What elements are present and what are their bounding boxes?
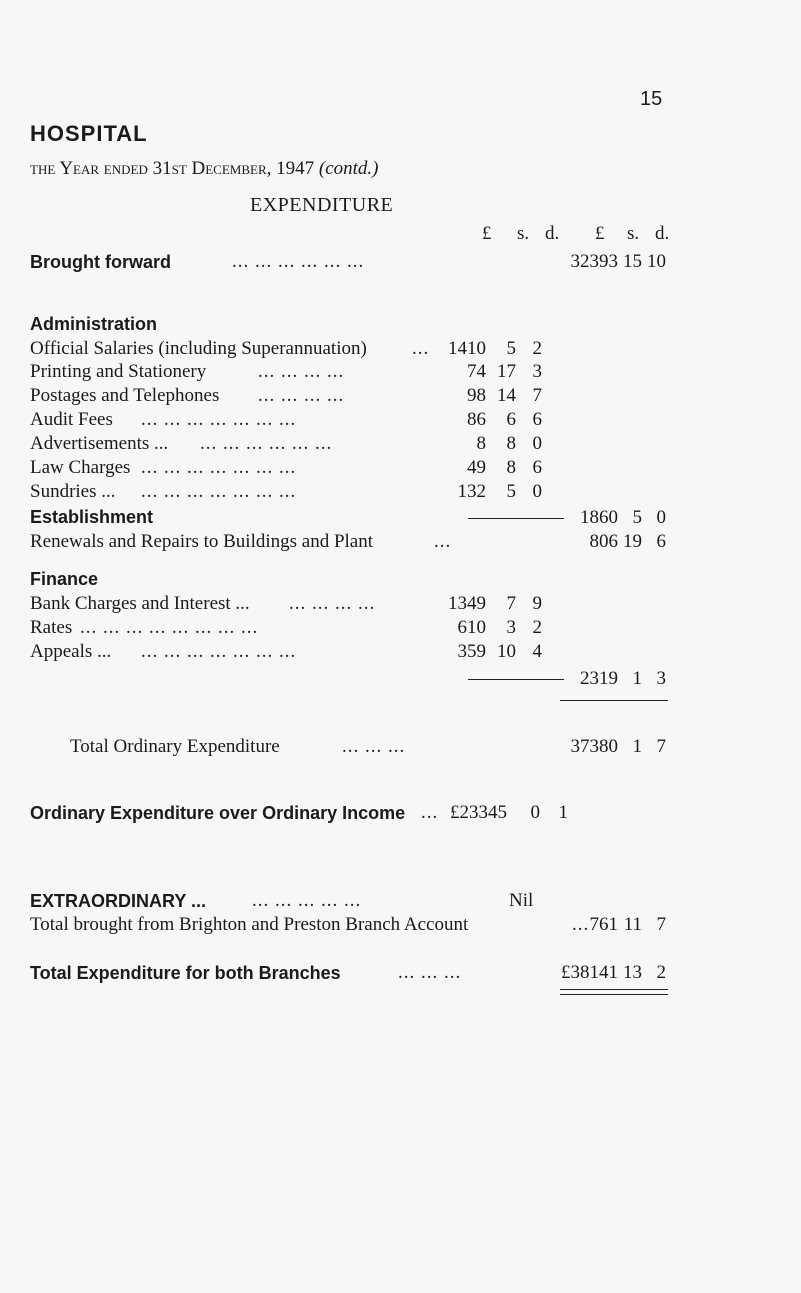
item-shillings: 7 <box>506 593 516 614</box>
item-pounds: 98 <box>467 385 486 406</box>
item-label: Bank Charges and Interest ... <box>30 593 250 614</box>
item-pence: 0 <box>532 481 542 502</box>
item-pounds: 74 <box>467 361 486 382</box>
administration-total-pence: 0 <box>656 507 666 528</box>
leader-dots: ... ... ... ... ... ... ... <box>141 409 297 430</box>
leader-dots: ... ... ... ... ... ... ... <box>141 641 297 662</box>
establishment-item-label: Renewals and Repairs to Buildings and Plant <box>30 531 374 552</box>
ordinary-over-income-pence: 1 <box>558 802 568 823</box>
col1-shillings-header: s. <box>517 223 530 244</box>
brighton-pence: 7 <box>656 914 666 935</box>
item-label: Appeals ... <box>30 641 112 662</box>
page-title: HOSPITAL <box>30 121 148 146</box>
extraordinary-value: Nil <box>509 890 534 911</box>
leader-dots: ... ... ... <box>398 962 462 983</box>
item-pence: 6 <box>532 457 542 478</box>
leader-dots: ... ... ... ... <box>258 385 345 406</box>
establishment-heading: Establishment <box>30 507 154 527</box>
item-shillings: 17 <box>497 361 516 382</box>
grand-total-pounds: £38141 <box>561 962 618 983</box>
item-pence: 9 <box>532 593 542 614</box>
item-label: Rates <box>30 617 73 638</box>
col2-shillings-header: s. <box>627 223 640 244</box>
item-pence: 7 <box>532 385 542 406</box>
item-pence: 0 <box>532 433 542 454</box>
item-shillings: 6 <box>506 409 516 430</box>
ordinary-over-income-pounds: £23345 <box>450 802 507 823</box>
item-pounds: 610 <box>457 617 486 638</box>
grand-total-shillings: 13 <box>623 962 642 983</box>
brought-forward-pounds: 32393 <box>570 251 618 272</box>
leader-dots: ... ... ... ... ... ... ... <box>141 457 297 478</box>
leader-dots: ... ... ... ... <box>258 361 345 382</box>
item-shillings: 10 <box>497 641 516 662</box>
item-label: Sundries ... <box>30 481 116 502</box>
brighton-shillings: 11 <box>623 914 642 935</box>
brought-forward-label: Brought forward <box>30 252 171 272</box>
finance-total-pounds: 2319 <box>580 668 618 689</box>
administration-total-shillings: 5 <box>632 507 642 528</box>
col1-pounds-header: £ <box>482 223 492 244</box>
page-number: 15 <box>640 88 663 110</box>
establishment-pence: 6 <box>656 531 666 552</box>
item-shillings: 8 <box>506 457 516 478</box>
leader-dots: ... <box>572 914 590 935</box>
total-ordinary-pounds: 37380 <box>570 736 618 757</box>
finance-total-shillings: 1 <box>632 668 642 689</box>
leader-dots: ... <box>412 338 430 359</box>
item-pounds: 1349 <box>448 593 486 614</box>
brought-forward-shillings: 15 <box>623 251 642 272</box>
administration-total-pounds: 1860 <box>580 507 618 528</box>
leader-dots: ... ... ... ... ... ... <box>200 433 333 454</box>
col2-pounds-header: £ <box>595 223 605 244</box>
brighton-label: Total brought from Brighton and Preston Branch Account <box>30 914 469 935</box>
col1-pence-header: d. <box>545 223 560 244</box>
total-ordinary-pence: 7 <box>656 736 666 757</box>
leader-dots: ... <box>421 802 439 823</box>
leader-dots: ... ... ... ... ... ... ... ... <box>80 617 259 638</box>
extraordinary-label: EXTRAORDINARY ... <box>30 891 207 911</box>
section-title: EXPENDITURE <box>250 194 394 216</box>
subtotal-rule <box>468 518 564 519</box>
item-shillings: 14 <box>497 385 516 406</box>
leader-dots: ... ... ... ... ... ... <box>232 251 365 272</box>
grand-total-pence: 2 <box>656 962 666 983</box>
item-label: Postages and Telephones <box>30 385 220 406</box>
item-pence: 6 <box>532 409 542 430</box>
leader-dots: ... ... ... ... ... ... ... <box>141 481 297 502</box>
item-label: Printing and Stationery <box>30 361 207 382</box>
establishment-pounds: 806 <box>589 531 618 552</box>
brighton-pounds: 761 <box>589 914 618 935</box>
finance-total-pence: 3 <box>656 668 666 689</box>
total-ordinary-shillings: 1 <box>632 736 642 757</box>
item-shillings: 5 <box>506 481 516 502</box>
leader-dots: ... ... ... ... <box>289 593 376 614</box>
item-pounds: 359 <box>457 641 486 662</box>
finance-heading: Finance <box>30 569 99 589</box>
total-rule <box>560 700 668 701</box>
item-pence: 2 <box>532 617 542 638</box>
item-shillings: 5 <box>506 338 516 359</box>
col2-pence-header: d. <box>655 223 670 244</box>
item-pounds: 86 <box>467 409 486 430</box>
item-pence: 4 <box>532 641 542 662</box>
subtitle-text: the Year ended 31st December, 1947 <box>30 158 315 179</box>
page-subtitle <box>30 158 379 180</box>
item-label: Advertisements ... <box>30 433 169 454</box>
leader-dots: ... ... ... ... ... <box>252 890 362 911</box>
grand-total-label: Total Expenditure for both Branches <box>30 963 341 983</box>
item-pence: 2 <box>532 338 542 359</box>
leader-dots: ... ... ... <box>342 736 406 757</box>
subtitle-contd: (contd.) <box>318 158 379 179</box>
item-label: Law Charges <box>30 457 131 478</box>
item-label: Audit Fees <box>30 409 113 430</box>
item-shillings: 3 <box>506 617 516 638</box>
ordinary-over-income-shillings: 0 <box>530 802 540 823</box>
item-label: Official Salaries (including Superannuation) <box>30 338 367 359</box>
administration-heading: Administration <box>30 314 158 334</box>
item-pounds: 1410 <box>448 338 486 359</box>
establishment-shillings: 19 <box>623 531 642 552</box>
total-ordinary-label: Total Ordinary Expenditure <box>70 736 280 757</box>
item-pounds: 132 <box>457 481 486 502</box>
item-pence: 3 <box>532 361 542 382</box>
brought-forward-pence: 10 <box>647 251 666 272</box>
subtotal-rule <box>468 679 564 680</box>
leader-dots: ... <box>434 531 452 552</box>
grand-total-double-rule <box>560 989 668 995</box>
item-shillings: 8 <box>506 433 516 454</box>
item-pounds: 49 <box>467 457 486 478</box>
ordinary-over-income-label: Ordinary Expenditure over Ordinary Income <box>30 803 406 823</box>
item-pounds: 8 <box>476 433 486 454</box>
